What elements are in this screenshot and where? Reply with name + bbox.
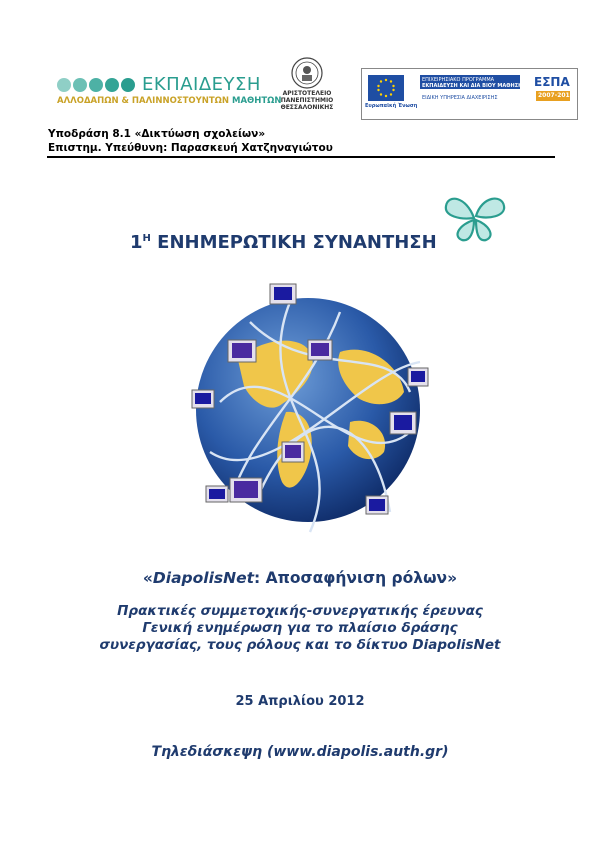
op-line3: ΕΙΔΙΚΗ ΥΠΗΡΕΣΙΑ ΔΙΑΧΕΙΡΙΣΗΣ [422,95,498,101]
meeting-title: $1^H$ ΕΝΗΜΕΡΩΤΙΚΗ ΣΥΝΑΝΤΗΣΗ [130,232,437,253]
eu-label: Ευρωπαϊκή Ένωση [365,103,418,109]
teleconference-link[interactable]: Τηλεδιάσκεψη (www.diapolis.auth.gr) [151,744,449,760]
butterfly-icon [442,192,508,244]
meeting-date: 25 Απριλίου 2012 [235,694,365,709]
network-globe-illustration [190,282,430,542]
header-divider [47,156,555,158]
op-line2: ΕΚΠΑΙΔΕΥΣΗ ΚΑΙ ΔΙΑ ΒΙΟΥ ΜΑΘΗΣΗ [422,83,523,89]
subaction-line: Υποδράση 8.1 «Δικτύωση σχολείων» [48,128,266,140]
op-line1: ΕΠΙΧΕΙΡΗΣΙΑΚΟ ΠΡΟΓΡΑΜΜΑ [422,77,495,83]
scientific-lead-line: Επιστημ. Υπεύθυνη: Παρασκευή Χατζηναγιώτου [48,142,333,154]
eu-funding-logos [361,68,578,120]
program-logo-dots [57,78,135,92]
meeting-description: Πρακτικές συμμετοχικής-συνεργατικής έρευνας Γενική ενημέρωση για το πλαίσιο δράσης συνεργασίας, τους ρόλους και το δίκτυο DiapolisNet [99,603,501,653]
university-seal-icon [290,56,324,90]
meeting-subject: «DiapolisNet: Αποσαφήνιση ρόλων» [142,569,458,587]
university-name: ΑΡΙΣΤΟΤΕΛΕΙΟ ΠΑΝΕΠΙΣΤΗΜΙΟ ΘΕΣΣΑΛΟΝΙΚΗΣ [280,90,334,111]
espa-years: 2007-2013 [538,92,574,99]
eu-flag-icon [368,75,404,101]
program-logo-title: ΕΚΠΑΙΔΕΥΣΗ [142,74,261,95]
program-logo-subtitle: ΑΛΛΟΔΑΠΩΝ & ΠΑΛΙΝΝΟΣΤΟΥΝΤΩΝ ΜΑΘΗΤΩΝ [57,96,282,106]
espa-label: ΕΣΠΑ [534,75,570,89]
